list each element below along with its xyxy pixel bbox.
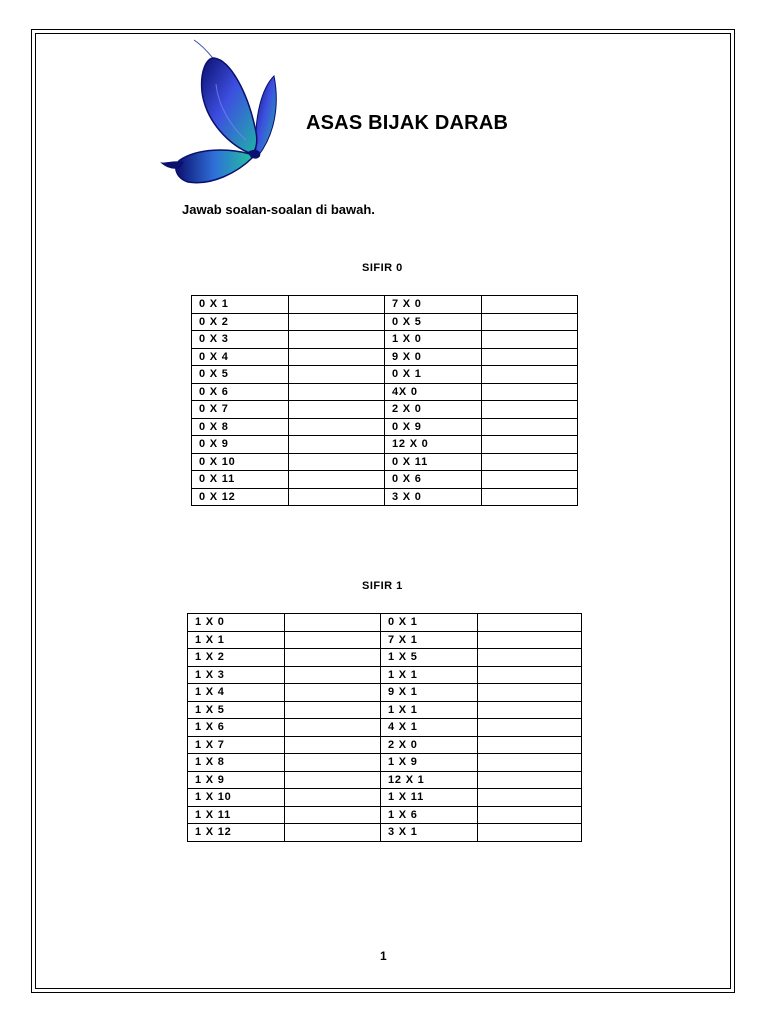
answer-cell[interactable] — [289, 313, 385, 331]
table-row — [188, 736, 582, 754]
answer-cell[interactable] — [289, 383, 385, 401]
answer-cell[interactable] — [478, 736, 582, 754]
question-cell: 1 X 6 — [381, 806, 478, 824]
question-cell: 2 X 0 — [381, 736, 478, 754]
table-row — [188, 789, 582, 807]
answer-cell[interactable] — [289, 401, 385, 419]
answer-cell[interactable] — [482, 313, 578, 331]
page-number: 1 — [380, 949, 387, 963]
answer-cell[interactable] — [285, 614, 381, 632]
answer-cell[interactable] — [285, 649, 381, 667]
table-row — [192, 471, 578, 489]
answer-cell[interactable] — [285, 824, 381, 842]
answer-cell[interactable] — [478, 719, 582, 737]
answer-cell[interactable] — [482, 488, 578, 506]
question-cell: 0 X 1 — [385, 366, 482, 384]
answer-cell[interactable] — [285, 736, 381, 754]
table-row — [192, 401, 578, 419]
answer-cell[interactable] — [482, 401, 578, 419]
question-cell: 1 X 9 — [381, 754, 478, 772]
question-cell: 0 X 9 — [385, 418, 482, 436]
question-cell: 0 X 1 — [381, 614, 478, 632]
table-row — [188, 614, 582, 632]
answer-cell[interactable] — [478, 684, 582, 702]
question-cell: 1 X 5 — [188, 701, 285, 719]
answer-cell[interactable] — [478, 806, 582, 824]
question-cell: 0 X 9 — [192, 436, 289, 454]
butterfly-icon — [158, 36, 278, 188]
answer-cell[interactable] — [285, 771, 381, 789]
answer-cell[interactable] — [285, 701, 381, 719]
question-cell: 1 X 4 — [188, 684, 285, 702]
question-cell: 12 X 0 — [385, 436, 482, 454]
question-cell: 0 X 11 — [385, 453, 482, 471]
table-row — [192, 296, 578, 314]
answer-cell[interactable] — [285, 754, 381, 772]
answer-cell[interactable] — [285, 789, 381, 807]
question-cell: 0 X 11 — [192, 471, 289, 489]
question-cell: 0 X 1 — [192, 296, 289, 314]
answer-cell[interactable] — [289, 418, 385, 436]
section-title-sifir-1: SIFIR 1 — [362, 580, 403, 592]
question-cell: 0 X 10 — [192, 453, 289, 471]
table-row — [188, 666, 582, 684]
table-row — [188, 771, 582, 789]
question-cell: 3 X 0 — [385, 488, 482, 506]
answer-cell[interactable] — [289, 453, 385, 471]
question-cell: 0 X 2 — [192, 313, 289, 331]
table-row — [192, 313, 578, 331]
section-title-sifir-0: SIFIR 0 — [362, 262, 403, 274]
question-cell: 1 X 8 — [188, 754, 285, 772]
question-cell: 1 X 11 — [188, 806, 285, 824]
table-row — [192, 383, 578, 401]
question-cell: 0 X 4 — [192, 348, 289, 366]
table-row — [188, 824, 582, 842]
answer-cell[interactable] — [478, 701, 582, 719]
answer-cell[interactable] — [285, 631, 381, 649]
table-row — [192, 366, 578, 384]
question-cell: 7 X 1 — [381, 631, 478, 649]
answer-cell[interactable] — [289, 331, 385, 349]
question-cell: 1 X 6 — [188, 719, 285, 737]
question-cell: 1 X 3 — [188, 666, 285, 684]
table-row — [192, 488, 578, 506]
question-cell: 1 X 7 — [188, 736, 285, 754]
answer-cell[interactable] — [478, 631, 582, 649]
table-row — [188, 649, 582, 667]
question-cell: 1 X 9 — [188, 771, 285, 789]
sifir-1-table — [187, 613, 582, 842]
table-row — [188, 754, 582, 772]
question-cell: 0 X 5 — [192, 366, 289, 384]
document-title: ASAS BIJAK DARAB — [306, 112, 509, 134]
question-cell: 1 X 0 — [385, 331, 482, 349]
question-cell: 0 X 6 — [385, 471, 482, 489]
question-cell: 0 X 8 — [192, 418, 289, 436]
question-cell: 1 X 2 — [188, 649, 285, 667]
question-cell: 4 X 1 — [381, 719, 478, 737]
instruction-text: Jawab soalan-soalan di bawah. — [182, 202, 375, 217]
question-cell: 9 X 0 — [385, 348, 482, 366]
question-cell: 1 X 0 — [188, 614, 285, 632]
table-row — [188, 806, 582, 824]
answer-cell[interactable] — [482, 331, 578, 349]
answer-cell[interactable] — [482, 296, 578, 314]
question-cell: 0 X 5 — [385, 313, 482, 331]
question-cell: 3 X 1 — [381, 824, 478, 842]
question-cell: 1 X 11 — [381, 789, 478, 807]
question-cell: 0 X 3 — [192, 331, 289, 349]
answer-cell[interactable] — [482, 383, 578, 401]
answer-cell[interactable] — [289, 488, 385, 506]
question-cell: 12 X 1 — [381, 771, 478, 789]
question-cell: 1 X 5 — [381, 649, 478, 667]
answer-cell[interactable] — [478, 666, 582, 684]
question-cell: 0 X 6 — [192, 383, 289, 401]
table-row — [192, 348, 578, 366]
answer-cell[interactable] — [285, 806, 381, 824]
question-cell: 0 X 12 — [192, 488, 289, 506]
answer-cell[interactable] — [482, 471, 578, 489]
answer-cell[interactable] — [478, 789, 582, 807]
table-row — [192, 418, 578, 436]
answer-cell[interactable] — [482, 348, 578, 366]
question-cell: 4X 0 — [385, 383, 482, 401]
question-cell: 9 X 1 — [381, 684, 478, 702]
table-row — [188, 684, 582, 702]
table-row — [192, 436, 578, 454]
table-row — [192, 331, 578, 349]
answer-cell[interactable] — [478, 771, 582, 789]
answer-cell[interactable] — [289, 471, 385, 489]
sifir-0-table — [191, 295, 578, 506]
answer-cell[interactable] — [482, 436, 578, 454]
question-cell: 7 X 0 — [385, 296, 482, 314]
answer-cell[interactable] — [478, 649, 582, 667]
question-cell: 1 X 10 — [188, 789, 285, 807]
answer-cell[interactable] — [482, 453, 578, 471]
question-cell: 1 X 1 — [381, 666, 478, 684]
question-cell: 0 X 7 — [192, 401, 289, 419]
table-row — [188, 701, 582, 719]
answer-cell[interactable] — [285, 684, 381, 702]
answer-cell[interactable] — [289, 348, 385, 366]
answer-cell[interactable] — [285, 666, 381, 684]
answer-cell[interactable] — [482, 366, 578, 384]
answer-cell[interactable] — [285, 719, 381, 737]
question-cell: 1 X 12 — [188, 824, 285, 842]
answer-cell[interactable] — [289, 366, 385, 384]
table-row — [192, 453, 578, 471]
question-cell: 1 X 1 — [188, 631, 285, 649]
table-row — [188, 631, 582, 649]
answer-cell[interactable] — [478, 824, 582, 842]
answer-cell[interactable] — [478, 614, 582, 632]
question-cell: 1 X 1 — [381, 701, 478, 719]
table-row — [188, 719, 582, 737]
answer-cell[interactable] — [478, 754, 582, 772]
answer-cell[interactable] — [289, 436, 385, 454]
page-border-inner — [35, 33, 731, 989]
question-cell: 2 X 0 — [385, 401, 482, 419]
answer-cell[interactable] — [289, 296, 385, 314]
answer-cell[interactable] — [482, 418, 578, 436]
